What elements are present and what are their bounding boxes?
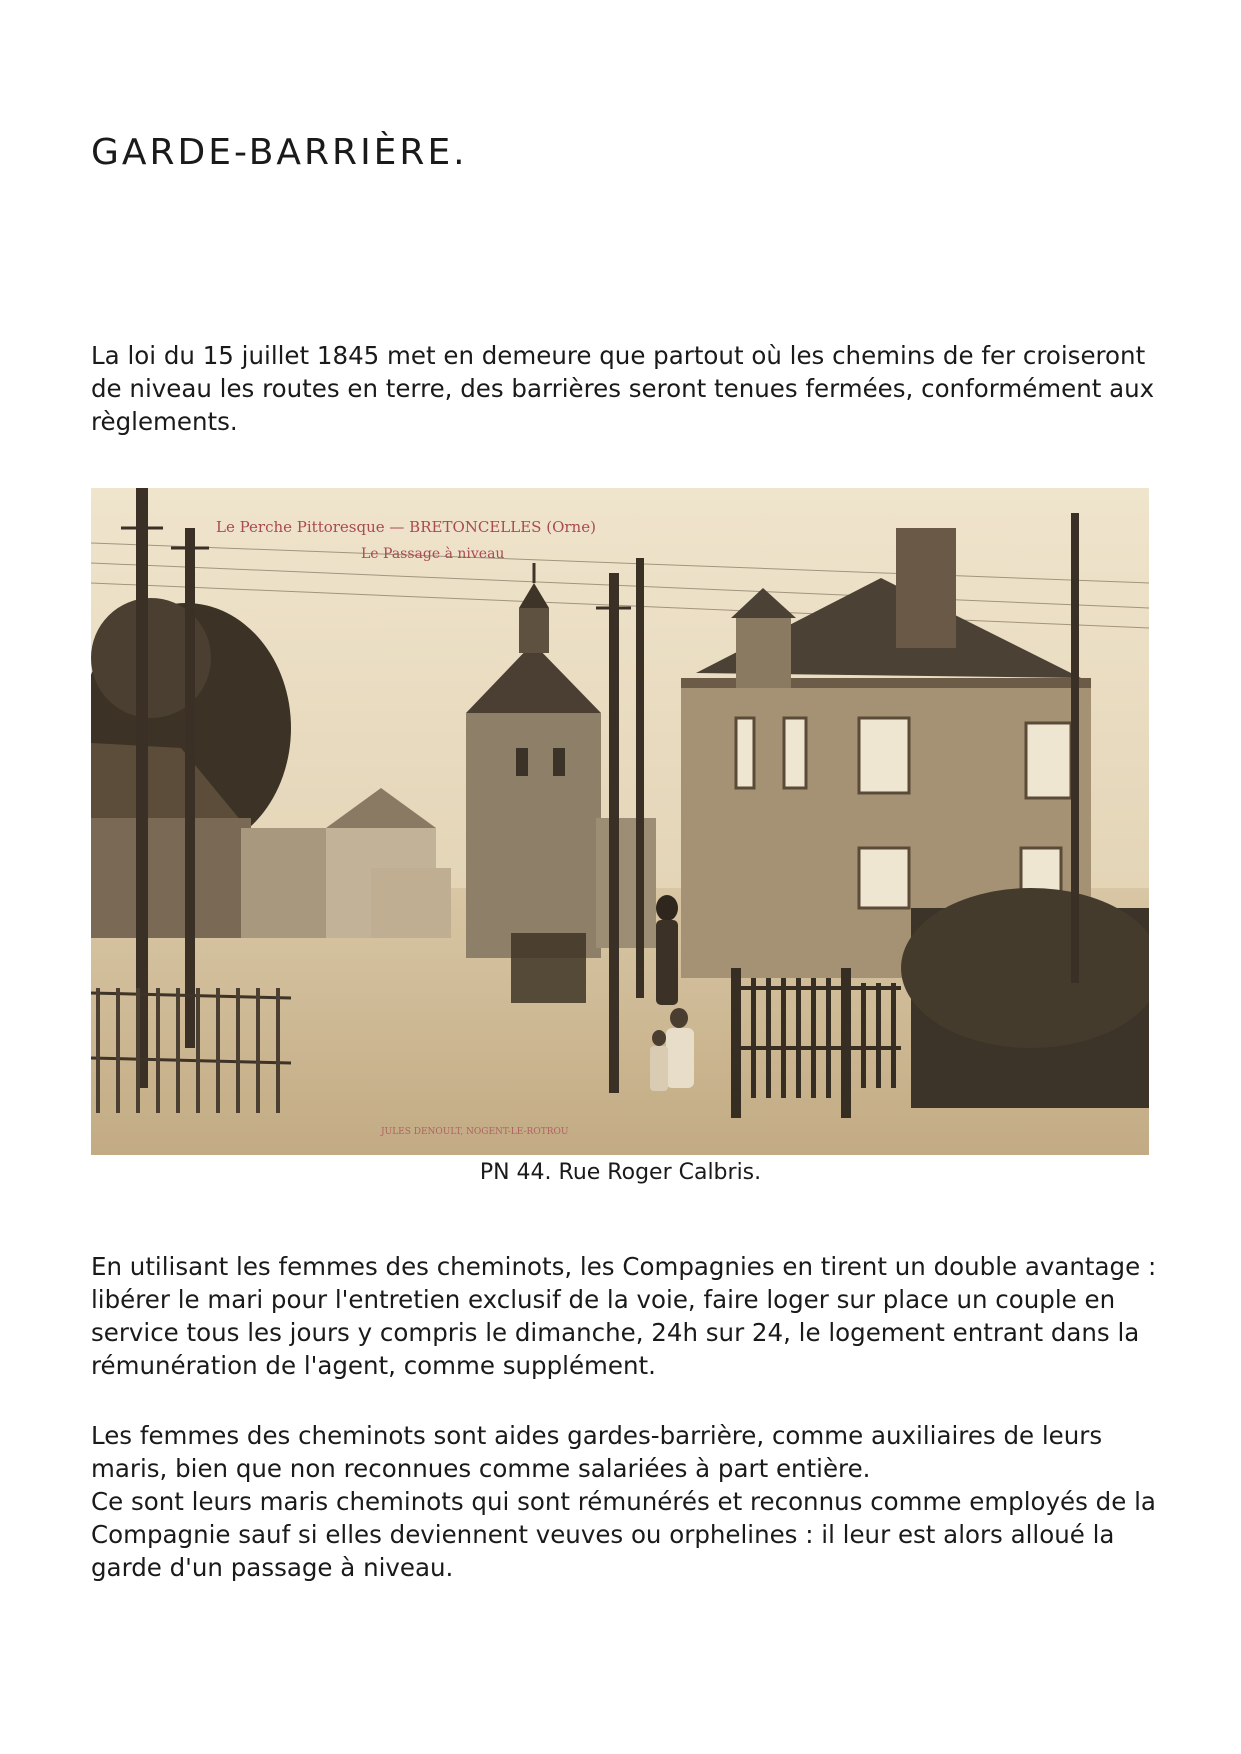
photo-caption: PN 44. Rue Roger Calbris. [479,1160,762,1185]
intro-paragraph: La loi du 15 juillet 1845 met en demeure que partout où les chemins de fer croiseront de niveau les routes en terre, des barrières seront tenues fermées, conformément aux règlements. [91,341,1155,436]
postcard-header-line2: Le Passage à niveau [361,546,505,562]
paragraph-3 [91,1419,1171,1584]
paragraph-2: En utilisant les femmes des cheminots, les Compagnies en tirent un double avantage : libérer le mari pour l'entretien exclusif de la voie, faire loger sur place un couple en service tous les jours y compris le dimanche, 24h sur 24, le logement entrant dans la rémunération de l'agent, comme supplément. [91,1252,1157,1380]
paragraph-3-line2: Ce sont leurs maris cheminots qui sont rémunérés et reconnus comme employés de la Compagnie sauf si elles deviennent veuves ou orphelines : il leur est alors alloué la garde d'un passage à niveau. [91,1487,1156,1582]
page-title: GARDE-BARRIÈRE. [91,132,468,173]
postcard-photo [91,488,1149,1155]
paragraph-3-line1: Les femmes des cheminots sont aides gardes-barrière, comme auxiliaires de leurs maris, bien que non reconnues comme salariées à part entière. [91,1421,1103,1483]
postcard-header-line1: Le Perche Pittoresque — BRETONCELLES (Orne) [216,518,596,536]
postcard-publisher: JULES DENOULT, NOGENT-LE-ROTROU [381,1127,569,1137]
